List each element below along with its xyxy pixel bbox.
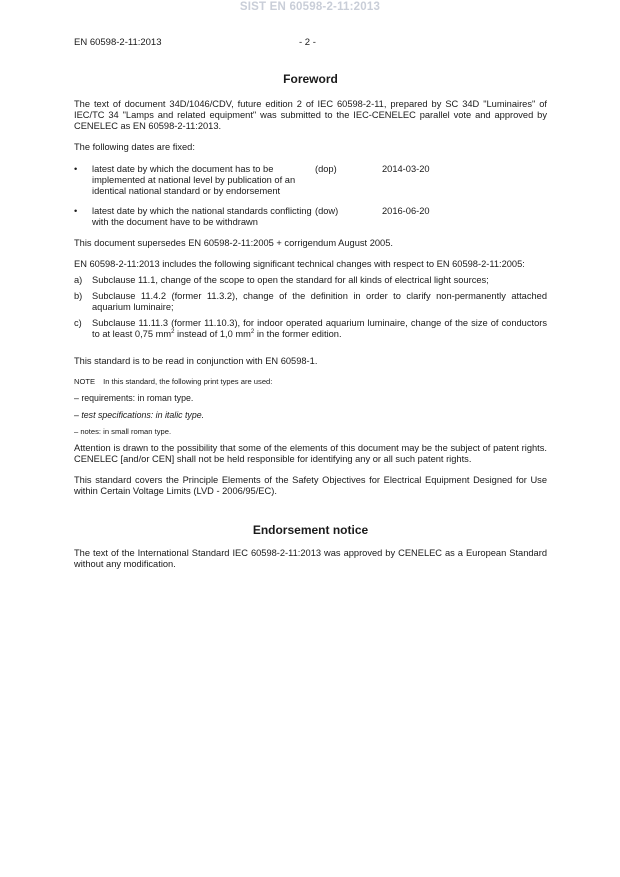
change-text-part: in the former edition. — [254, 329, 342, 339]
date-row-dop — [74, 164, 547, 197]
print-type-test-specs: – test specifications: in italic type. — [74, 410, 205, 420]
date-value: 2014-03-20 — [382, 164, 430, 174]
change-text: Subclause 11.4.2 (former 11.3.2), change of the definition in order to clarify non-permanently attached aquarium luminaire; — [92, 291, 547, 312]
change-item-c — [74, 318, 547, 340]
supersedes-paragraph: This document supersedes EN 60598-2-11:2005 + corrigendum August 2005. — [74, 238, 393, 248]
list-marker: b) — [74, 291, 83, 301]
bullet: • — [74, 164, 78, 174]
change-text-part: Subclause 11.11.3 (former 11.10.3), for indoor operated aquarium luminaire, change of the size of conductors to at least 0,75 mm — [92, 318, 547, 339]
change-text: Subclause 11.1, change of the scope to open the standard for all kinds of electrical light sources; — [92, 275, 489, 285]
date-row-dow — [74, 206, 547, 228]
page-header — [74, 37, 547, 51]
print-type-notes: – notes: in small roman type. — [74, 427, 172, 436]
print-type-requirements: – requirements: in roman type. — [74, 393, 194, 403]
bullet: • — [74, 206, 78, 216]
date-description: latest date by which the document has to be implemented at national level by publication of an identical national standard or by endorsement — [92, 164, 296, 196]
change-item-b — [74, 291, 547, 313]
superscript: 2 — [171, 329, 175, 335]
date-code: (dop) — [315, 164, 337, 174]
list-marker: a) — [74, 275, 83, 285]
note-paragraph — [74, 377, 547, 387]
foreword-title: Foreword — [283, 72, 338, 86]
note-label: NOTE — [74, 377, 96, 386]
watermark: SIST EN 60598-2-11:2013 — [239, 1, 381, 13]
note-text: In this standard, the following print types are used: — [103, 377, 273, 386]
document-body — [74, 72, 547, 570]
lvd-paragraph: This standard covers the Principle Elements of the Safety Objectives for Electrical Equipment Designed for Use within Certain Voltage Limits (LVD - 2006/95/EC). — [74, 475, 547, 496]
page-number: - 2 - — [299, 37, 316, 48]
dates-intro: The following dates are fixed: — [74, 142, 195, 152]
list-marker: c) — [74, 318, 82, 328]
changes-intro: EN 60598-2-11:2013 includes the following significant technical changes with respect to EN 60598-2-11:2005: — [74, 259, 525, 269]
endorsement-title: Endorsement notice — [252, 523, 369, 537]
change-text — [92, 318, 547, 340]
header-standard-id: EN 60598-2-11:2013 — [74, 37, 162, 48]
superscript: 2 — [250, 329, 255, 335]
change-item-a — [74, 275, 547, 286]
patent-paragraph: Attention is drawn to the possibility that some of the elements of this document may be the subject of patent rights. CENELEC [and/or CEN] shall not be held responsible for identifying any or all such patent rights. — [74, 443, 547, 464]
dates-list — [74, 164, 547, 228]
date-code: (dow) — [315, 206, 339, 216]
changes-list — [74, 275, 547, 340]
foreword-intro: The text of document 34D/1046/CDV, future edition 2 of IEC 60598-2-11, prepared by SC 34D "Luminaires" of IEC/TC 34 "Lamps and related equipment" was submitted to the IEC-CENELEC parallel vote and approved by CENELEC as EN 60598-2-11:2013. — [74, 99, 547, 131]
endorsement-text: The text of the International Standard IEC 60598-2-11:2013 was approved by CENELEC as a European Standard without any modification. — [74, 548, 547, 569]
date-value: 2016-06-20 — [382, 206, 430, 216]
read-with-paragraph: This standard is to be read in conjunction with EN 60598-1. — [74, 356, 318, 366]
change-text-part: instead of 1,0 mm — [174, 329, 251, 339]
date-description: latest date by which the national standards conflicting with the document have to be withdrawn — [92, 206, 312, 227]
